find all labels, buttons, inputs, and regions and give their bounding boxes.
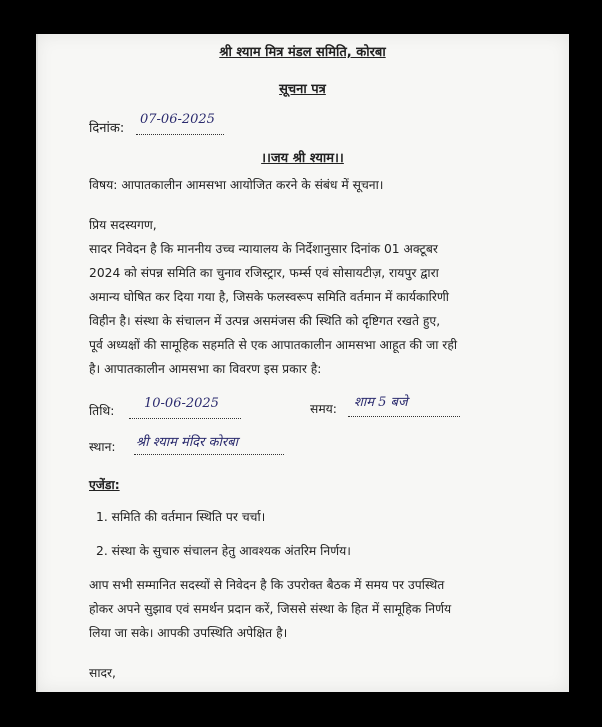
agenda-item: 2. संस्था के सुचारु संचालन हेतु आवश्यक अंतरिम निर्णय। [96, 544, 351, 558]
meeting-place-label: स्थान: [89, 440, 116, 454]
salutation: प्रिय सदस्यगण, [89, 218, 157, 232]
body-line: विहीन है। संस्था के संचालन में उत्पन्न असमंजस की स्थिति को दृष्टिगत रखते हुए, [89, 314, 441, 328]
subject-line: विषय: आपातकालीन आमसभा आयोजित करने के संबंध में सूचना। [89, 178, 384, 192]
meeting-date-handwritten: 10-06-2025 [144, 396, 219, 411]
agenda-title: एजेंडा: [89, 478, 120, 492]
body-line: सादर निवेदन है कि माननीय उच्च न्यायालय के निर्देशानुसार दिनांक 01 अक्टूबर [89, 242, 438, 256]
doc-type: सूचना पत्र [279, 82, 326, 97]
notice-document [36, 34, 569, 692]
signoff: सादर, [89, 666, 116, 680]
meeting-time-dotted-line [348, 416, 460, 417]
page-fold [36, 34, 38, 692]
body-line: पूर्व अध्यक्षों की सामूहिक सहमति से एक आपातकालीन आमसभा आहूत की जा रही [89, 338, 458, 352]
closing-line: होकर अपने सुझाव एवं समर्थन प्रदान करें, जिससे संस्था के हित में सामूहिक निर्णय [89, 602, 452, 616]
meeting-date-dotted-line [129, 418, 241, 419]
body-line: 2024 को संपन्न समिति का चुनाव रजिस्ट्रार, फर्म्स एवं सोसायटीज़, रायपुर द्वारा [89, 266, 439, 280]
agenda-item: 1. समिति की वर्तमान स्थिति पर चर्चा। [96, 510, 266, 524]
meeting-date-label: तिथि: [89, 404, 115, 418]
date-dotted-line [136, 134, 224, 135]
meeting-place-dotted-line [134, 454, 284, 455]
body-line: है। आपातकालीन आमसभा का विवरण इस प्रकार है: [89, 362, 322, 376]
jai-shri-shyam: ।।जय श्री श्याम।। [261, 151, 344, 166]
meeting-time-label: समय: [310, 402, 337, 416]
date-handwritten: 07-06-2025 [140, 112, 215, 127]
meeting-place-handwritten: श्री श्याम मंदिर कोरबा [136, 435, 238, 450]
date-label: दिनांक: [89, 121, 125, 136]
closing-line: लिया जा सके। आपकी उपस्थिति अपेक्षित है। [89, 626, 288, 640]
body-line: अमान्य घोषित कर दिया गया है, जिसके फलस्वरूप समिति वर्तमान में कार्यकारिणी [89, 290, 449, 304]
meeting-time-handwritten: शाम 5 बजे [354, 395, 408, 410]
org-name: श्री श्याम मित्र मंडल समिति, कोरबा [219, 45, 386, 60]
closing-line: आप सभी सम्मानित सदस्यों से निवेदन है कि उपरोक्त बैठक में समय पर उपस्थित [89, 578, 445, 592]
